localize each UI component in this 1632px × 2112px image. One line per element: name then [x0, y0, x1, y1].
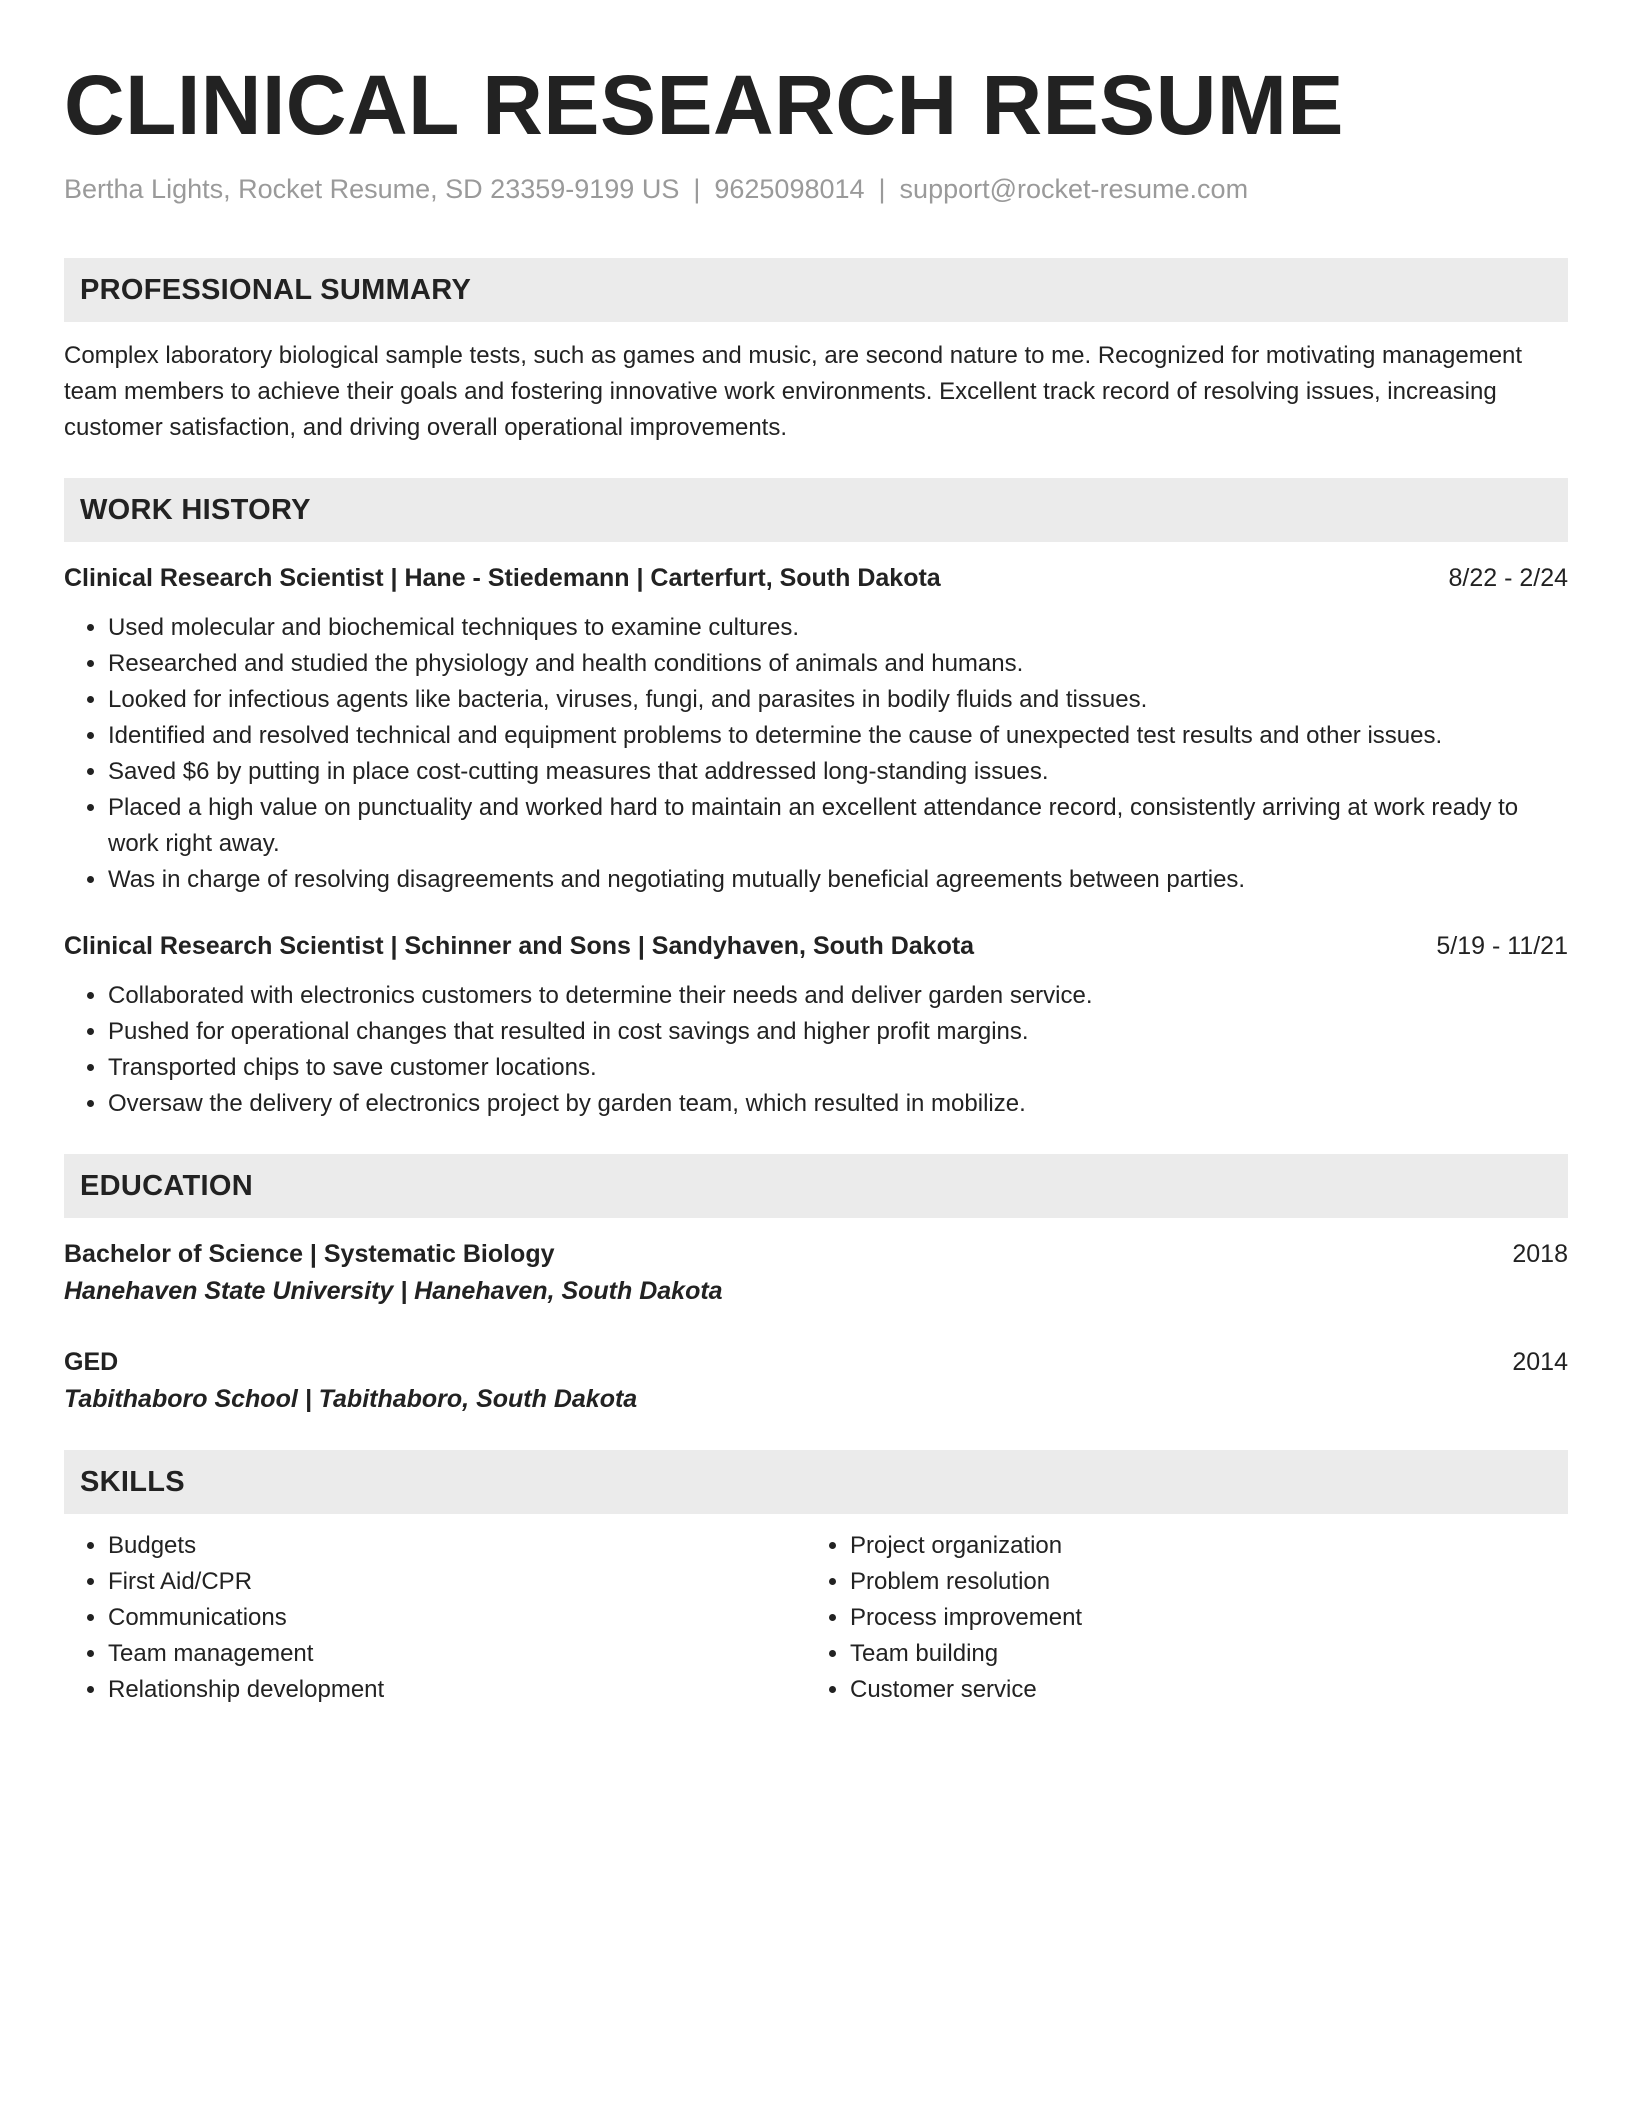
- education-header: [64, 1344, 1568, 1380]
- job-bullet: • Placed a high value on punctuality and worked hard to maintain an excellent attendance record, consistently arriving at work ready to work right away.: [108, 790, 1568, 862]
- resume-page: [64, 0, 1568, 1708]
- skills-heading: SKILLS: [64, 1450, 1568, 1514]
- education-school: Tabithaboro School | Tabithaboro, South Dakota: [64, 1385, 638, 1413]
- education-heading: EDUCATION: [64, 1154, 1568, 1218]
- contact-separator: |: [693, 174, 701, 204]
- job-bullet: • Looked for infectious agents like bacteria, viruses, fungi, and parasites in bodily fluids and tissues.: [108, 682, 1568, 718]
- job-bullet: • Transported chips to save customer locations.: [108, 1050, 1568, 1086]
- job-bullet: • Was in charge of resolving disagreements and negotiating mutually beneficial agreements between parties.: [108, 862, 1568, 898]
- job-bullets: [64, 978, 1568, 1122]
- job-header: [64, 928, 1568, 964]
- job-title: Clinical Research Scientist | Schinner and Sons | Sandyhaven, South Dakota: [64, 932, 975, 960]
- job-bullet: • Oversaw the delivery of electronics project by garden team, which resulted in mobilize.: [108, 1086, 1568, 1122]
- job-title: Clinical Research Scientist | Hane - Stiedemann | Carterfurt, South Dakota: [64, 564, 941, 592]
- job-entry: [64, 560, 1568, 898]
- skill-item: • Process improvement: [850, 1600, 1548, 1636]
- summary-text: Complex laboratory biological sample tests, such as games and music, are second nature to me. Recognized for motivating management team members to achieve their goals and fostering innovative work environments. Excellent track record of resolving issues, increasing customer satisfaction, and driving overall operational improvements.: [64, 342, 1523, 441]
- job-dates: 5/19 - 11/21: [1436, 932, 1568, 960]
- education-school: Hanehaven State University | Hanehaven, South Dakota: [64, 1277, 723, 1305]
- education-header: [64, 1236, 1568, 1272]
- job-bullets: [64, 610, 1568, 898]
- resume-title: CLINICAL RESEARCH RESUME: [64, 58, 1344, 152]
- job-bullet: • Researched and studied the physiology and health conditions of animals and humans.: [108, 646, 1568, 682]
- work-history-heading: WORK HISTORY: [64, 478, 1568, 542]
- contact-address: Bertha Lights, Rocket Resume, SD 23359-9199 US: [64, 174, 680, 204]
- summary-heading: PROFESSIONAL SUMMARY: [64, 258, 1568, 322]
- skills-column-left: [64, 1528, 806, 1708]
- education-year: 2018: [1512, 1240, 1568, 1268]
- education-degree: Bachelor of Science | Systematic Biology: [64, 1240, 555, 1268]
- education-year: 2014: [1512, 1348, 1568, 1376]
- skills-column-right: [806, 1528, 1548, 1708]
- skill-item: • Project organization: [850, 1528, 1548, 1564]
- skill-item: • Problem resolution: [850, 1564, 1548, 1600]
- contact-phone[interactable]: 9625098014: [714, 174, 865, 204]
- education-entry: [64, 1236, 1568, 1310]
- job-dates: 8/22 - 2/24: [1448, 564, 1568, 592]
- skill-item: • Budgets: [108, 1528, 806, 1564]
- skill-item: • Team building: [850, 1636, 1548, 1672]
- skill-item: • Communications: [108, 1600, 806, 1636]
- job-bullet: • Collaborated with electronics customers to determine their needs and deliver garden service.: [108, 978, 1568, 1014]
- contact-email[interactable]: support@rocket-resume.com: [899, 174, 1249, 204]
- skill-item: • Customer service: [850, 1672, 1548, 1708]
- education-entry: [64, 1344, 1568, 1418]
- contact-separator: |: [878, 174, 886, 204]
- job-bullet: • Pushed for operational changes that resulted in cost savings and higher profit margins.: [108, 1014, 1568, 1050]
- contact-line: [64, 172, 1568, 206]
- job-entry: [64, 928, 1568, 1122]
- skill-item: • Relationship development: [108, 1672, 806, 1708]
- job-header: [64, 560, 1568, 596]
- job-bullet: • Used molecular and biochemical techniques to examine cultures.: [108, 610, 1568, 646]
- skill-item: • First Aid/CPR: [108, 1564, 806, 1600]
- skill-item: • Team management: [108, 1636, 806, 1672]
- skills-list: [64, 1528, 1568, 1708]
- education-degree: GED: [64, 1348, 119, 1376]
- job-bullet: • Identified and resolved technical and equipment problems to determine the cause of unexpected test results and other issues.: [108, 718, 1568, 754]
- job-bullet: • Saved $6 by putting in place cost-cutting measures that addressed long-standing issues.: [108, 754, 1568, 790]
